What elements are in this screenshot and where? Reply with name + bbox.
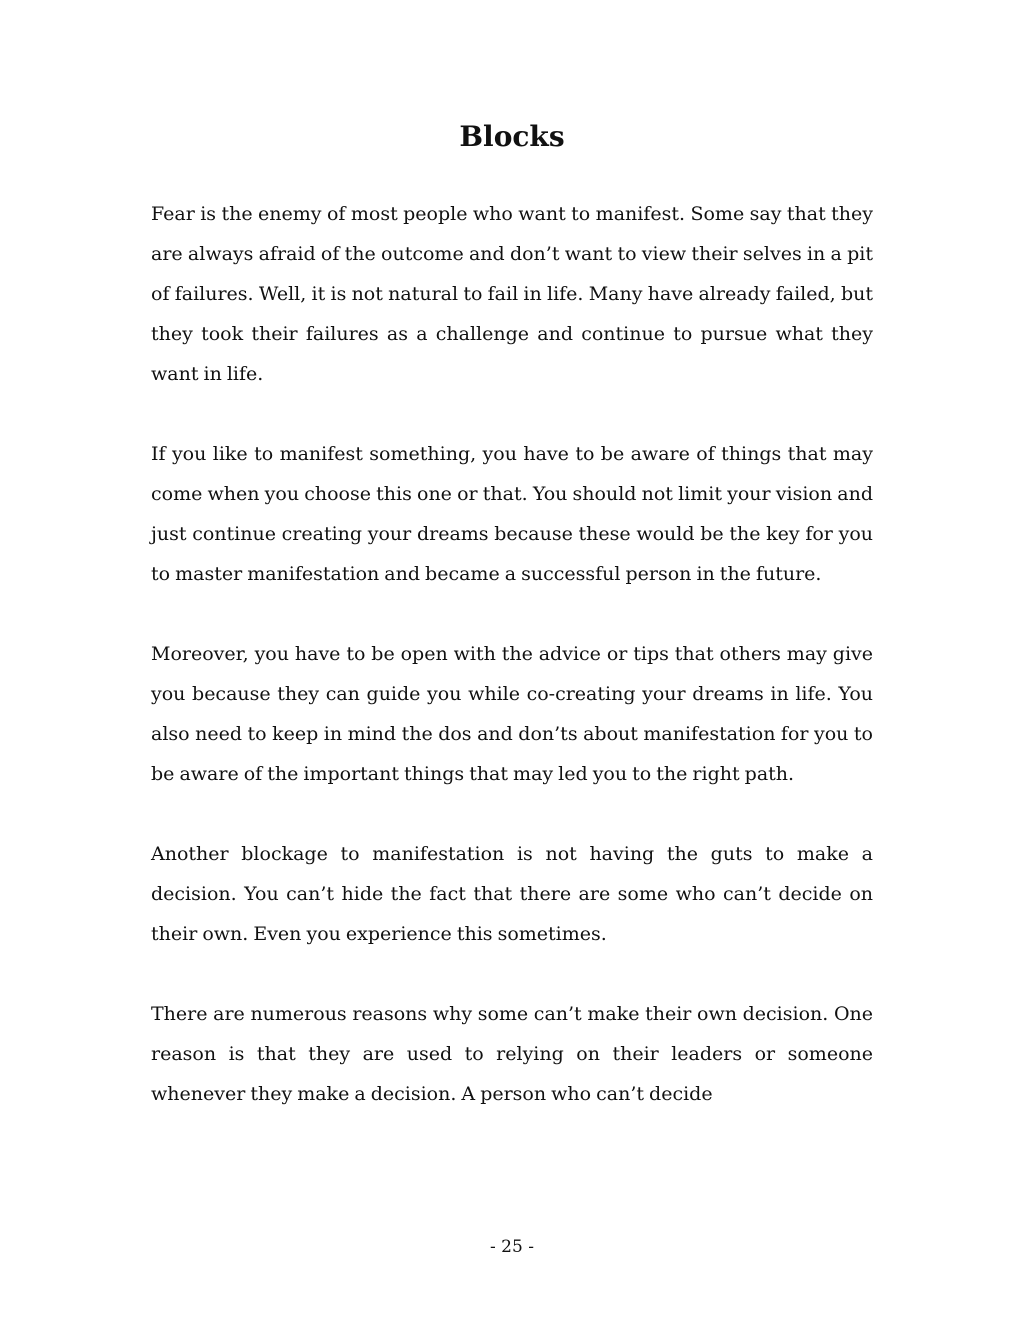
page-title: Blocks [459,120,565,153]
paragraph-openness: Moreover, you have to be open with the advice or tips that others may give you because they can guide you while co-creating your dreams in life. You also need to keep in mind the dos and don’ts about manifestation for you to be aware of the important things that may led you to the right path. [151,643,873,785]
body-text [151,194,873,1154]
paragraph-decision-reasons: There are numerous reasons why some can’t make their own decision. One reason is that they are used to relying on their leaders or someone whenever they make a decision. A person who can’t decide [151,1003,873,1105]
page-number: - 25 - [490,1237,534,1257]
paragraph-manifest-awareness: If you like to manifest something, you have to be aware of things that may come when you choose this one or that. You should not limit your vision and just continue creating your dreams because these would be the key for you to master manifestation and became a successful person in the future. [151,443,873,585]
paragraph-fear: Fear is the enemy of most people who want to manifest. Some say that they are always afraid of the outcome and don’t want to view their selves in a pit of failures. Well, it is not natural to fail in life. Many have already failed, but they took their failures as a challenge and continue to pursue what they want in life. [151,203,873,385]
paragraph-decision-blockage: Another blockage to manifestation is not having the guts to make a decision. You can’t hide the fact that there are some who can’t decide on their own. Even you experience this sometimes. [151,843,873,945]
